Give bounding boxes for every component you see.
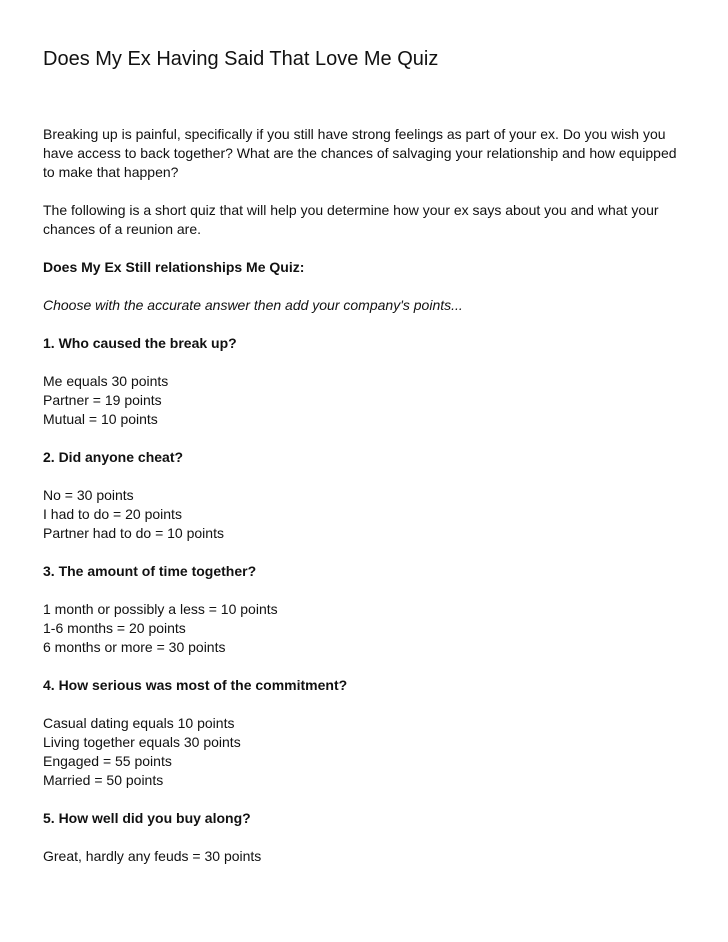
answer-option: Casual dating equals 10 points (43, 715, 235, 731)
answer-option: Mutual = 10 points (43, 411, 158, 427)
answer-list (43, 600, 688, 657)
answer-list (43, 372, 688, 429)
intro-paragraph: The following is a short quiz that will help you determine how your ex says about you and what your chances of a reunion are. (43, 202, 659, 237)
quiz-heading: Does My Ex Still relationships Me Quiz: (43, 259, 305, 275)
answer-option: 1 month or possibly a less = 10 points (43, 601, 278, 617)
answer-option: Me equals 30 points (43, 373, 169, 389)
answer-option: 1-6 months = 20 points (43, 620, 186, 636)
answer-option: I had to do = 20 points (43, 506, 182, 522)
question-heading: 2. Did anyone cheat? (43, 449, 184, 465)
question-heading: 5. How well did you buy along? (43, 810, 251, 826)
intro-paragraph: Breaking up is painful, specifically if you still have strong feelings as part of your ex. Do you wish you have access to back together? What are the chances of salvaging your relationship and how equipped to make that happen? (43, 126, 677, 180)
answer-option: Living together equals 30 points (43, 734, 241, 750)
answer-option: Partner had to do = 10 points (43, 525, 224, 541)
question-heading: 1. Who caused the break up? (43, 335, 237, 351)
answer-option: Married = 50 points (43, 772, 164, 788)
answer-list (43, 847, 688, 866)
answer-option: Engaged = 55 points (43, 753, 172, 769)
quiz-instruction: Choose with the accurate answer then add your company's points... (43, 297, 463, 313)
answer-option: Great, hardly any feuds = 30 points (43, 848, 262, 864)
answer-list (43, 714, 688, 790)
question-heading: 4. How serious was most of the commitment? (43, 677, 348, 693)
question-heading: 3. The amount of time together? (43, 563, 257, 579)
answer-option: 6 months or more = 30 points (43, 639, 226, 655)
answer-option: No = 30 points (43, 487, 134, 503)
document-title: Does My Ex Having Said That Love Me Quiz (43, 48, 439, 70)
answer-list (43, 486, 688, 543)
answer-option: Partner = 19 points (43, 392, 162, 408)
document-body (43, 125, 688, 885)
